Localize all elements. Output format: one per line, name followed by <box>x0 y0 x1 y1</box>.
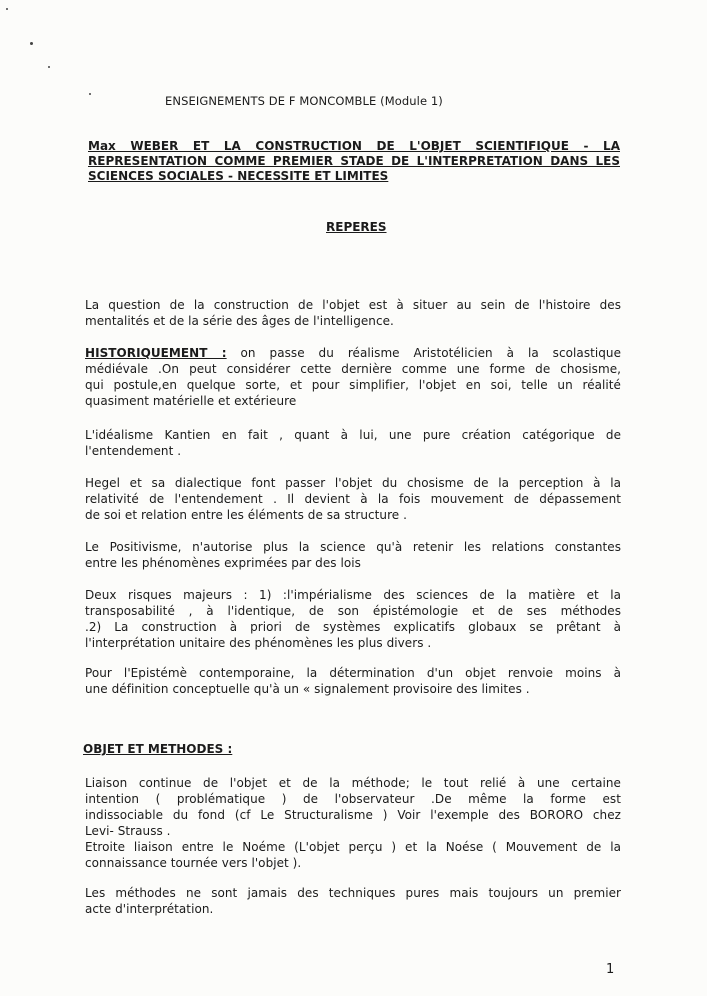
scan-speck <box>48 66 50 68</box>
text-line: une définition conceptuelle qu'à un « signalement provisoire des limites . <box>85 682 530 696</box>
paragraph <box>85 665 621 697</box>
paragraph <box>85 775 621 871</box>
paragraph-historiquement <box>85 345 621 409</box>
text-line: Deux risques majeurs : 1) :l'impérialisme des sciences de la matière et la <box>85 588 621 602</box>
text-line: transposabilité , à l'identique, de son épistémologie et de ses méthodes <box>85 604 621 618</box>
text-line: acte d'interprétation. <box>85 902 214 916</box>
text-line: intention ( problématique ) de l'observateur .De même la forme est <box>85 792 621 806</box>
title-line: REPRESENTATION COMME PREMIER STADE DE L'INTERPRETATION DANS LES <box>88 154 620 168</box>
text-line: de soi et relation entre les éléments de sa structure . <box>85 508 407 522</box>
paragraph <box>85 297 621 329</box>
text-line: qui postule,en quelque sorte, et pour simplifier, l'objet en soi, telle un réalité <box>85 378 621 392</box>
page-number: 1 <box>606 962 615 977</box>
text-line <box>85 345 621 361</box>
text-line: entre les phénomènes exprimées par des lois <box>85 556 361 570</box>
text-line: Les méthodes ne sont jamais des techniques pures mais toujours un premier <box>85 886 621 900</box>
scan-speck <box>30 42 33 45</box>
document-title <box>88 139 620 184</box>
text-line: connaissance tournée vers l'objet ). <box>85 856 302 870</box>
course-header: ENSEIGNEMENTS DE F MONCOMBLE (Module 1) <box>165 94 443 108</box>
scan-speck <box>89 93 91 95</box>
text-line: .2) La construction à priori de systèmes explicatifs globaux se prêtant à <box>85 620 621 634</box>
text-line: l'entendement . <box>85 444 182 458</box>
paragraph <box>85 427 621 459</box>
scan-speck <box>6 8 8 10</box>
section-heading-reperes: REPERES <box>326 220 387 234</box>
text-line: relativité de l'entendement . Il devient à la fois mouvement de dépassement <box>85 492 621 506</box>
text-line: médiévale .On peut considérer cette dernière comme une forme de chosisme, <box>85 362 621 376</box>
paragraph <box>85 475 621 523</box>
paragraph <box>85 539 621 571</box>
paragraph <box>85 885 621 917</box>
paragraph <box>85 587 621 651</box>
text-line: mentalités et de la série des âges de l'intelligence. <box>85 314 394 328</box>
text-line: quasiment matérielle et extérieure <box>85 394 297 408</box>
section-heading-objet-methodes: OBJET ET METHODES : <box>83 742 233 756</box>
text-line: L'idéalisme Kantien en fait , quant à lui, une pure création catégorique de <box>85 428 621 442</box>
text-line: La question de la construction de l'objet est à situer au sein de l'histoire des <box>85 298 621 312</box>
text-line: Hegel et sa dialectique font passer l'objet du chosisme de la perception à la <box>85 476 621 490</box>
text-line: Etroite liaison entre le Noéme (L'objet perçu ) et la Noése ( Mouvement de la <box>85 840 621 854</box>
text-line: Le Positivisme, n'autorise plus la science qu'à retenir les relations constantes <box>85 540 621 554</box>
text-line: l'interprétation unitaire des phénomènes les plus divers . <box>85 636 432 650</box>
text-line: Levi- Strauss . <box>85 824 171 838</box>
text-line: Pour l'Epistémè contemporaine, la détermination d'un objet renvoie moins à <box>85 666 621 680</box>
title-line: Max WEBER ET LA CONSTRUCTION DE L'OBJET SCIENTIFIQUE - LA <box>88 139 620 153</box>
text-line: Liaison continue de l'objet et de la méthode; le tout relié à une certaine <box>85 776 621 790</box>
title-line: SCIENCES SOCIALES - NECESSITE ET LIMITES <box>88 169 389 183</box>
historiquement-label: HISTORIQUEMENT : <box>85 346 227 360</box>
text-line: indissociable du fond (cf Le Structuralisme ) Voir l'exemple des BORORO chez <box>85 808 621 822</box>
text-span: on passe du réalisme Aristotélicien à la scolastique <box>226 346 622 360</box>
